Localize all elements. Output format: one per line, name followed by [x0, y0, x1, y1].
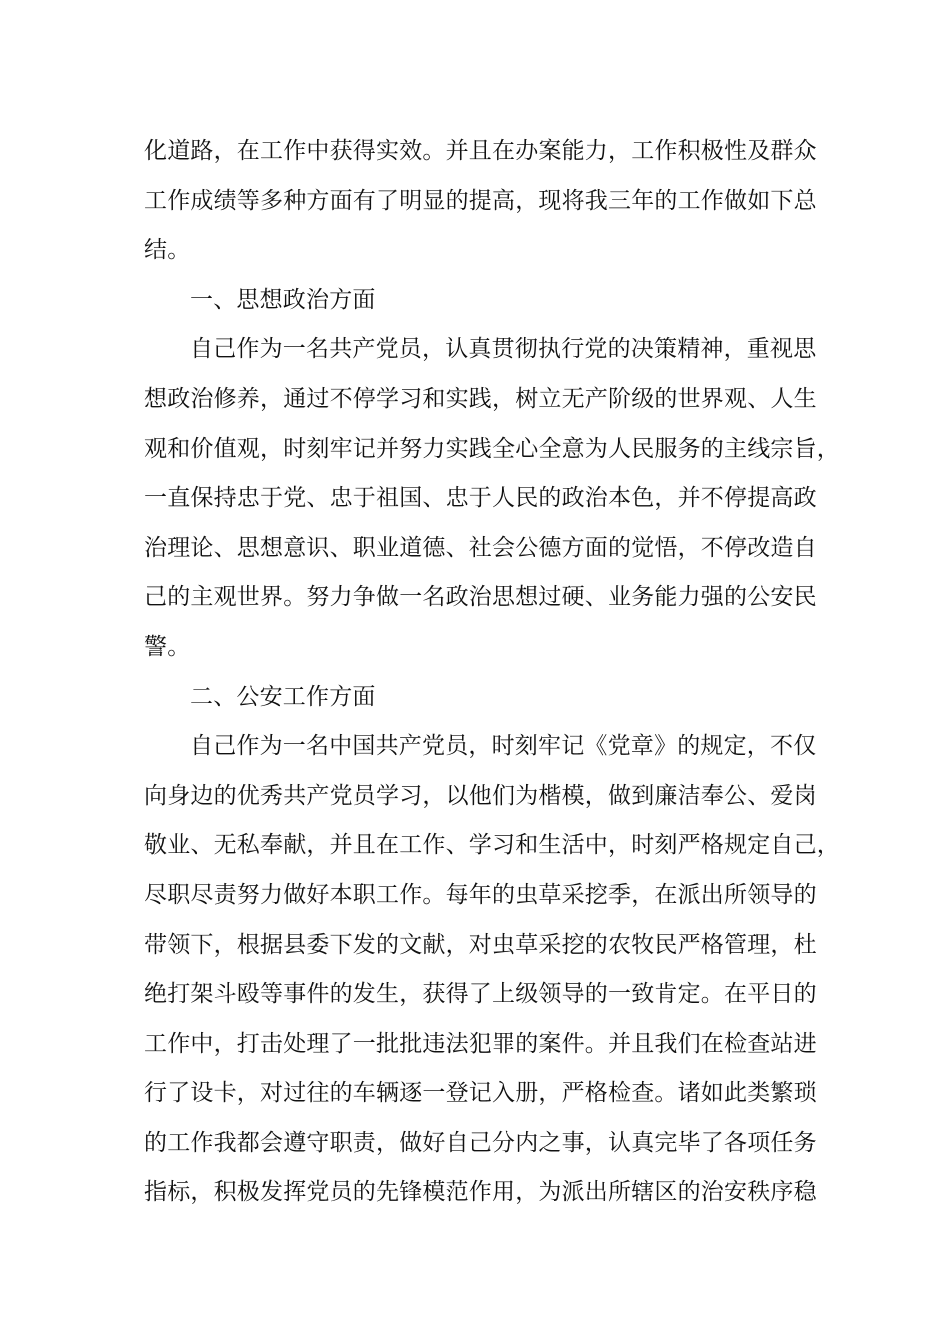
paragraph-line: 向身边的优秀共产党员学习，以他们为楷模，做到廉洁奉公、爱岗 [144, 782, 817, 809]
paragraph-line: 工作成绩等多种方面有了明显的提高，现将我三年的工作做如下总 [144, 187, 817, 214]
paragraph-line: 结。 [144, 237, 191, 264]
paragraph-line: 行了设卡，对过往的车辆逐一登记入册，严格检查。诸如此类繁琐 [144, 1080, 817, 1107]
paragraph-line: 想政治修养，通过不停学习和实践，树立无产阶级的世界观、人生 [144, 385, 817, 412]
paragraph-line: 警。 [144, 633, 191, 660]
paragraph-line: 自己作为一名中国共产党员，时刻牢记《党章》的规定，不仅 [190, 733, 817, 760]
section-heading-police-work: 二、公安工作方面 [190, 683, 376, 710]
paragraph-line: 己的主观世界。努力争做一名政治思想过硬、业务能力强的公安民 [144, 584, 817, 611]
paragraph-line: 的工作我都会遵守职责，做好自己分内之事，认真完毕了各项任务 [144, 1129, 817, 1156]
paragraph-line: 敬业、无私奉献，并且在工作、学习和生活中，时刻严格规定自己， [144, 832, 840, 859]
paragraph-line: 绝打架斗殴等事件的发生，获得了上级领导的一致肯定。在平日的 [144, 981, 817, 1008]
paragraph-line: 治理论、思想意识、职业道德、社会公德方面的觉悟，不停改造自 [144, 534, 817, 561]
paragraph-line: 自己作为一名共产党员，认真贯彻执行党的决策精神，重视思 [190, 336, 817, 363]
paragraph-line: 观和价值观，时刻牢记并努力实践全心全意为人民服务的主线宗旨， [144, 435, 840, 462]
paragraph-line: 带领下，根据县委下发的文献，对虫草采挖的农牧民严格管理，杜 [144, 931, 817, 958]
paragraph-line: 化道路，在工作中获得实效。并且在办案能力，工作积极性及群众 [144, 138, 817, 164]
section-heading-ideology: 一、思想政治方面 [190, 286, 376, 313]
document-body [144, 127, 840, 1218]
paragraph-line: 指标，积极发挥党员的先锋模范作用，为派出所辖区的治安秩序稳 [144, 1179, 817, 1206]
paragraph-line: 工作中，打击处理了一批批违法犯罪的案件。并且我们在检查站进 [144, 1030, 817, 1057]
paragraph-line: 一直保持忠于党、忠于祖国、忠于人民的政治本色，并不停提高政 [144, 485, 817, 512]
paragraph-line: 尽职尽责努力做好本职工作。每年的虫草采挖季，在派出所领导的 [144, 881, 817, 908]
